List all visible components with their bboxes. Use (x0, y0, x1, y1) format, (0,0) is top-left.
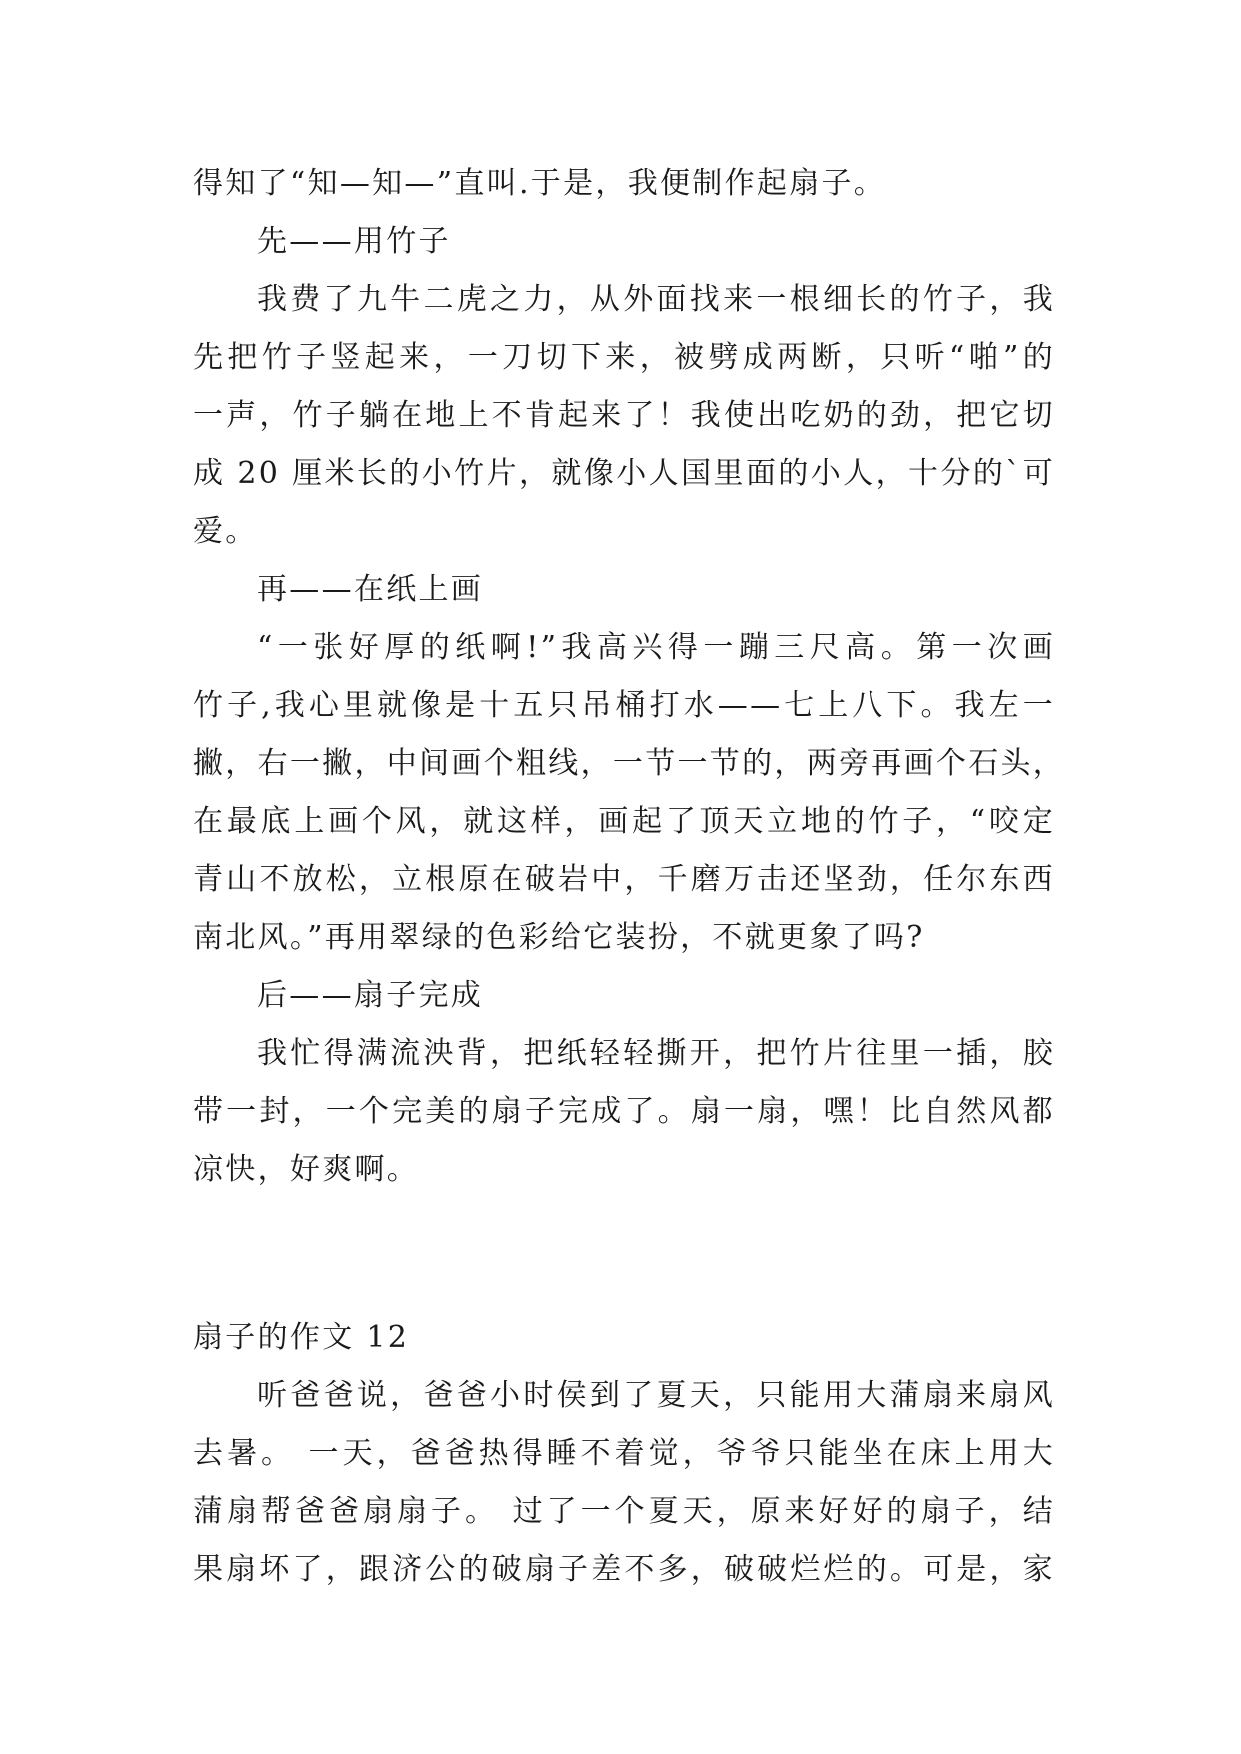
paragraph-line: 我忙得满流泱背，把纸轻轻撕开，把竹片往里一插，胶 (257, 1036, 1055, 1071)
paragraph-line: 果扇坏了，跟济公的破扇子差不多，破破烂烂的。可是，家 (193, 1552, 1055, 1587)
paragraph-line: 先把竹子竖起来，一刀切下来，被劈成两断，只听“啪”的 (193, 340, 1055, 375)
paragraph-line: 竹子,我心里就像是十五只吊桶打水——七上八下。我左一 (193, 688, 1055, 723)
paragraph-line: 在最底上画个风，就这样，画起了顶天立地的竹子，“咬定 (193, 804, 1055, 839)
paragraph-line: 蒲扇帮爸爸扇扇子。 过了一个夏天，原来好好的扇子，结 (193, 1494, 1055, 1529)
paragraph-line: 成 20 厘米长的小竹片，就像小人国里面的小人，十分的`可 (193, 456, 1055, 491)
paragraph-line: 南北风。”再用翠绿的色彩给它装扮，不就更象了吗? (193, 920, 925, 955)
paragraph-line: 青山不放松，立根原在破岩中，千磨万击还坚劲，任尔东西 (193, 862, 1055, 897)
paragraph-line: 凉快，好爽啊。 (193, 1152, 420, 1187)
section-heading-finish: 后——扇子完成 (257, 978, 484, 1013)
paragraph-line: 撇，右一撇，中间画个粗线，一节一节的，两旁再画个石头， (193, 746, 1066, 781)
paragraph-line: “一张好厚的纸啊!”我高兴得一蹦三尺高。第一次画 (257, 630, 1055, 665)
paragraph-line: 去暑。 一天，爸爸热得睡不着觉，爷爷只能坐在床上用大 (193, 1436, 1055, 1471)
document-body (193, 155, 1066, 1599)
paragraph-line: 我费了九牛二虎之力，从外面找来一根细长的竹子，我 (257, 282, 1055, 317)
paragraph-line: 一声，竹子躺在地上不肯起来了！我使出吃奶的劲，把它切 (193, 398, 1055, 433)
paragraph-line: 爱。 (193, 514, 258, 549)
section-heading-draw: 再——在纸上画 (257, 572, 484, 607)
paragraph-line: 得知了“知—知—”直叫.于是，我便制作起扇子。 (193, 166, 887, 201)
section-spacer (193, 1199, 1055, 1309)
paragraph-line: 听爸爸说，爸爸小时侯到了夏天，只能用大蒲扇来扇风 (257, 1378, 1055, 1413)
section-heading-bamboo: 先——用竹子 (257, 224, 451, 259)
essay-title: 扇子的作文 12 (193, 1320, 410, 1355)
paragraph-line: 带一封，一个完美的扇子完成了。扇一扇，嘿！比自然风都 (193, 1094, 1055, 1129)
